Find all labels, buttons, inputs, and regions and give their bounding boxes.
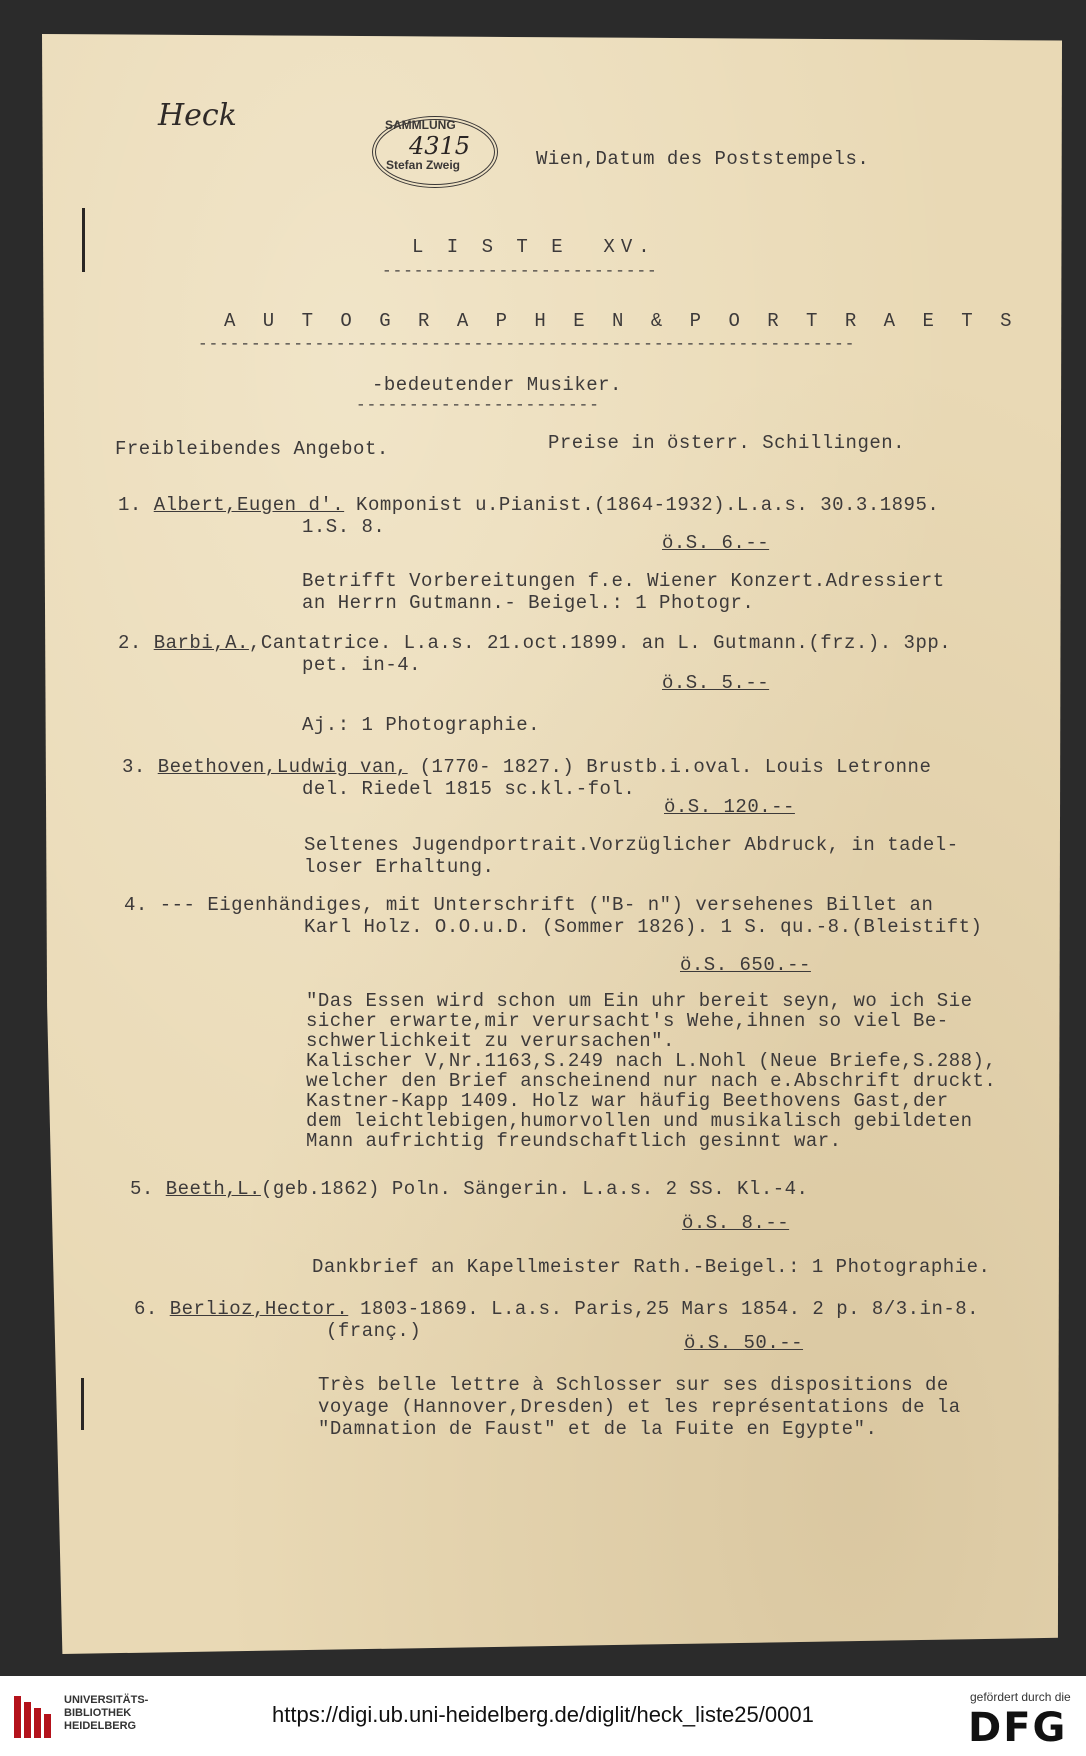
divider: -----------------------: [356, 396, 600, 414]
handwritten-name: Heck: [158, 98, 237, 133]
permalink-url[interactable]: https://digi.ub.uni-heidelberg.de/diglit/heck_liste25/0001: [272, 1702, 814, 1727]
entry-5-note: Dankbrief an Kapellmeister Rath.-Beigel.: 1 Photographie.: [312, 1256, 991, 1278]
entry-4-note: welcher den Brief anscheinend nur nach e.Abschrift druckt.: [306, 1070, 997, 1092]
entry-6-note: Très belle lettre à Schlosser sur ses dispositions de: [318, 1374, 949, 1396]
entry-6-language: (franç.): [326, 1320, 422, 1342]
entry-2-format: pet. in-4.: [302, 654, 422, 676]
entry-1-note: an Herrn Gutmann.- Beigel.: 1 Photogr.: [302, 592, 755, 614]
subtitle: -bedeutender Musiker.: [372, 374, 622, 396]
funding-note: gefördert durch die: [970, 1690, 1071, 1704]
main-title: A U T O G R A P H E N & P O R T R A E T S: [224, 310, 1020, 332]
entry-4-note: Kalischer V,Nr.1163,S.249 nach L.Nohl (Neue Briefe,S.288),: [306, 1050, 997, 1072]
entry-4-note: schwerlichkeit zu verursachen".: [306, 1030, 675, 1052]
entry-1-format: 1.S. 8.: [302, 516, 386, 538]
entry-1-note: Betrifft Vorbereitungen f.e. Wiener Konzert.Adressiert: [302, 570, 945, 592]
entry-5-line: 5. Beeth,L.(geb.1862) Poln. Sängerin. L.a.s. 2 SS. Kl.-4.: [130, 1178, 809, 1200]
divider: --------------------------------------------------------------: [198, 335, 856, 353]
stamp-bottom-text: Stefan Zweig: [386, 158, 461, 172]
entry-3-price: ö.S. 120.--: [664, 796, 795, 818]
dfg-logo: DFG: [968, 1705, 1068, 1751]
entry-2-note: Aj.: 1 Photographie.: [302, 714, 541, 736]
place-date: Wien,Datum des Poststempels.: [536, 148, 870, 170]
entry-4-note: Mann aufrichtig freundschaftlich gesinnt war.: [306, 1130, 842, 1152]
entry-1-line: 1. Albert,Eugen d'. Komponist u.Pianist.(1864-1932).L.a.s. 30.3.1895.: [118, 494, 940, 516]
entry-3-line: 3. Beethoven,Ludwig van, (1770- 1827.) Brustb.i.oval. Louis Letronne: [122, 756, 932, 778]
margin-mark: [82, 208, 85, 272]
entry-4-note: sicher erwarte,mir verursacht's Wehe,ihnen so viel Be-: [306, 1010, 949, 1032]
entry-3-note: Seltenes Jugendportrait.Vorzüglicher Abdruck, in tadel-: [304, 834, 959, 856]
entry-4-format: Karl Holz. O.O.u.D. (Sommer 1826). 1 S. qu.-8.(Bleistift): [304, 916, 983, 938]
entry-3-note: loser Erhaltung.: [304, 856, 495, 878]
entry-6-line: 6. Berlioz,Hector. 1803-1869. L.a.s. Paris,25 Mars 1854. 2 p. 8/3.in-8.: [134, 1298, 980, 1320]
entry-4-note: Kastner-Kapp 1409. Holz war häufig Beethovens Gast,der: [306, 1090, 949, 1112]
entry-6-note: voyage (Hannover,Dresden) et les représentations de la: [318, 1396, 961, 1418]
entry-2-line: 2. Barbi,A.,Cantatrice. L.a.s. 21.oct.1899. an L. Gutmann.(frz.). 3pp.: [118, 632, 952, 654]
stamp-top-text: SAMMLUNG: [385, 118, 456, 132]
entry-4-price: ö.S. 650.--: [680, 954, 811, 976]
offer-note: Freibleibendes Angebot.: [115, 438, 389, 460]
entry-2-price: ö.S. 5.--: [662, 672, 770, 694]
institution-name: UNIVERSITÄTS- BIBLIOTHEK HEIDELBERG: [64, 1694, 149, 1732]
list-title: L I S T E XV.: [412, 236, 656, 258]
stamp-number: 4315: [409, 132, 471, 160]
entry-6-price: ö.S. 50.--: [684, 1332, 804, 1354]
entry-4-line: 4. --- Eigenhändiges, mit Unterschrift ("B- n") versehenes Billet an: [124, 894, 934, 916]
entry-6-note: "Damnation de Faust" et de la Fuite en Egypte".: [318, 1418, 878, 1440]
divider: --------------------------: [382, 262, 658, 280]
entry-4-note: dem leichtlebigen,humorvollen und musikalisch gebildeten: [306, 1110, 973, 1132]
currency-note: Preise in österr. Schillingen.: [548, 432, 906, 454]
entry-1-price: ö.S. 6.--: [662, 532, 770, 554]
entry-3-format: del. Riedel 1815 sc.kl.-fol.: [302, 778, 636, 800]
margin-mark: [81, 1378, 84, 1430]
entry-5-price: ö.S. 8.--: [682, 1212, 790, 1234]
entry-4-note: "Das Essen wird schon um Ein uhr bereit seyn, wo ich Sie: [306, 990, 973, 1012]
